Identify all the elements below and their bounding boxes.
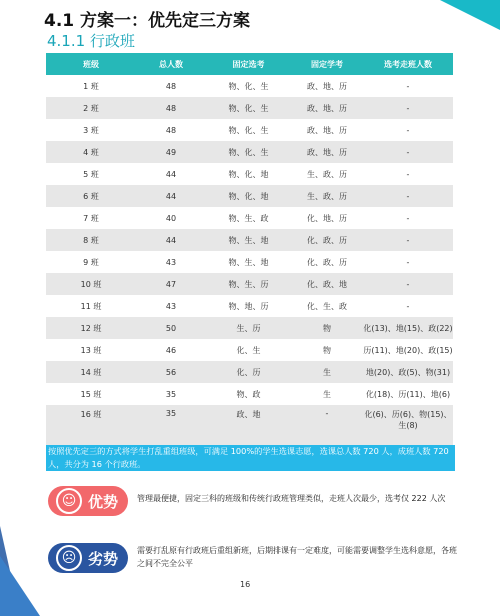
table-cell: 15 班: [80, 389, 102, 399]
table-cell: 化、政、历: [307, 257, 347, 267]
table-cell: 48: [136, 97, 206, 119]
table-cell: 8 班: [46, 229, 136, 251]
table-cell: 46: [165, 345, 177, 355]
summary-banner: 按照优先定三的方式将学生打乱重组班级，可满足 100%的学生选课志愿，选课总人数 720 人，成班人数 720 人，共分为 16 个行政班。: [46, 445, 455, 471]
advantage-badge: [48, 486, 128, 516]
table-cell: 生、历: [206, 317, 291, 339]
table-cell: 35: [136, 405, 206, 449]
frown-icon: ☹: [56, 545, 82, 571]
table-cell: 生、政、历: [291, 185, 363, 207]
table-cell: 43: [165, 257, 177, 267]
table-cell: 政、地、历: [307, 81, 347, 91]
table-cell: 48: [165, 125, 177, 135]
table-row: [46, 119, 453, 141]
advantage-text: 管理最便捷，固定三科的班级和传统行政班管理类似，走班人次最少，选考仅 222 人次: [137, 494, 446, 503]
column-header: 固定选考: [206, 53, 291, 75]
table-cell: 物、化、生: [228, 125, 269, 135]
table-cell: 1 班: [83, 81, 99, 91]
corner-decoration-top-right: [440, 0, 500, 30]
disadvantage-label: 劣势: [88, 549, 119, 568]
column-header: 选考走班人数: [363, 53, 453, 75]
table-cell: 政、地: [206, 405, 291, 449]
table-cell: 物、化、生: [206, 97, 291, 119]
advantage-label: 优势: [88, 492, 119, 511]
table-cell: -: [363, 229, 453, 251]
table-cell: 44: [136, 229, 206, 251]
subsection-heading: 4.1.1 行政班: [47, 32, 135, 50]
table-cell: 化(13)、地(15)、政(22): [363, 317, 453, 339]
table-row: [46, 339, 453, 361]
table-cell: 化、生: [236, 345, 261, 355]
table-cell: 13 班: [80, 345, 102, 355]
table-cell: -: [406, 213, 410, 223]
table-cell: 地(20)、政(5)、物(31): [363, 361, 453, 383]
table-cell: 化、历: [206, 361, 291, 383]
table-row: [46, 405, 453, 449]
table-cell: -: [406, 125, 410, 135]
table-cell: 35: [165, 389, 177, 399]
table-cell: -: [406, 301, 410, 311]
table-cell: 44: [165, 169, 177, 179]
table-cell: 12 班: [46, 317, 136, 339]
column-header: 总人数: [136, 53, 206, 75]
table-cell: 生: [323, 389, 331, 399]
table-cell: 49: [136, 141, 206, 163]
table-cell: 物: [323, 345, 331, 355]
table-cell: 历(11)、地(20)、政(15): [363, 345, 453, 355]
table-cell: 生: [291, 361, 363, 383]
table-row: [46, 361, 453, 383]
table-cell: -: [406, 257, 410, 267]
table-row: [46, 75, 453, 97]
table-cell: -: [406, 169, 410, 179]
table-cell: 物、化、生: [228, 81, 269, 91]
table-cell: 化、政、地: [291, 273, 363, 295]
table-row: [46, 295, 453, 317]
table-cell: -: [291, 405, 363, 449]
column-header: 班级: [46, 53, 136, 75]
table-cell: 56: [136, 361, 206, 383]
table-cell: 政、地、历: [307, 125, 347, 135]
table-cell: 16 班: [46, 405, 136, 449]
table-row: [46, 163, 453, 185]
table-cell: -: [363, 141, 453, 163]
table-cell: 9 班: [83, 257, 99, 267]
table-cell: 7 班: [83, 213, 99, 223]
table-cell: 47: [136, 273, 206, 295]
table-row: [46, 97, 453, 119]
table-row: [46, 185, 453, 207]
table-body: [46, 75, 453, 449]
table-cell: -: [363, 185, 453, 207]
table-cell: 物: [291, 317, 363, 339]
table-cell: 物、化、生: [206, 141, 291, 163]
page-number: 16: [240, 580, 251, 589]
table-cell: 3 班: [83, 125, 99, 135]
table-cell: -: [406, 81, 410, 91]
table-cell: 物、生、地: [206, 229, 291, 251]
table-cell: 40: [165, 213, 177, 223]
table-cell: 44: [136, 185, 206, 207]
table-cell: 化、地、历: [307, 213, 347, 223]
table-cell: 物、化、地: [206, 185, 291, 207]
smile-icon: ☺: [56, 488, 82, 514]
disadvantage-text: 需要打乱原有行政班后重组新班，后期排课有一定难度，可能需要调整学生选科意愿，各班之间不完全公平: [137, 546, 457, 568]
column-header: 固定学考: [291, 53, 363, 75]
table-cell: -: [363, 97, 453, 119]
table-cell: 6 班: [46, 185, 136, 207]
table-header-row: [46, 53, 453, 75]
table-cell: 5 班: [83, 169, 99, 179]
table-cell: 化、政、历: [291, 229, 363, 251]
table-cell: 化(6)、历(6)、物(15)、生(8): [363, 405, 453, 449]
table-cell: 物、政: [236, 389, 261, 399]
table-cell: 10 班: [46, 273, 136, 295]
table-cell: 50: [136, 317, 206, 339]
table-row: [46, 251, 453, 273]
section-heading: 4.1 方案一：优先定三方案: [44, 11, 251, 31]
table-row: [46, 383, 453, 405]
class-table: [46, 53, 453, 449]
table-cell: 43: [165, 301, 177, 311]
table-cell: -: [363, 273, 453, 295]
table-cell: 4 班: [46, 141, 136, 163]
table-cell: 14 班: [46, 361, 136, 383]
table-row: [46, 141, 453, 163]
corner-decoration-bottom-left: [0, 556, 40, 616]
table-cell: 物、生、地: [228, 257, 269, 267]
table-cell: 物、化、地: [228, 169, 269, 179]
table-row: [46, 273, 453, 295]
table-cell: 物、生、政: [228, 213, 269, 223]
table-cell: 2 班: [46, 97, 136, 119]
table-cell: 生、政、历: [307, 169, 347, 179]
disadvantage-badge: [48, 543, 128, 573]
table-cell: 化(18)、历(11)、地(6): [365, 389, 451, 399]
table-row: [46, 229, 453, 251]
table-cell: 政、地、历: [291, 97, 363, 119]
table-row: [46, 317, 453, 339]
table-cell: 11 班: [80, 301, 102, 311]
table-cell: 物、地、历: [228, 301, 269, 311]
table-cell: 物、生、历: [206, 273, 291, 295]
table-cell: 政、地、历: [291, 141, 363, 163]
table-cell: 化、生、政: [307, 301, 347, 311]
table-row: [46, 207, 453, 229]
table-cell: 48: [165, 81, 177, 91]
